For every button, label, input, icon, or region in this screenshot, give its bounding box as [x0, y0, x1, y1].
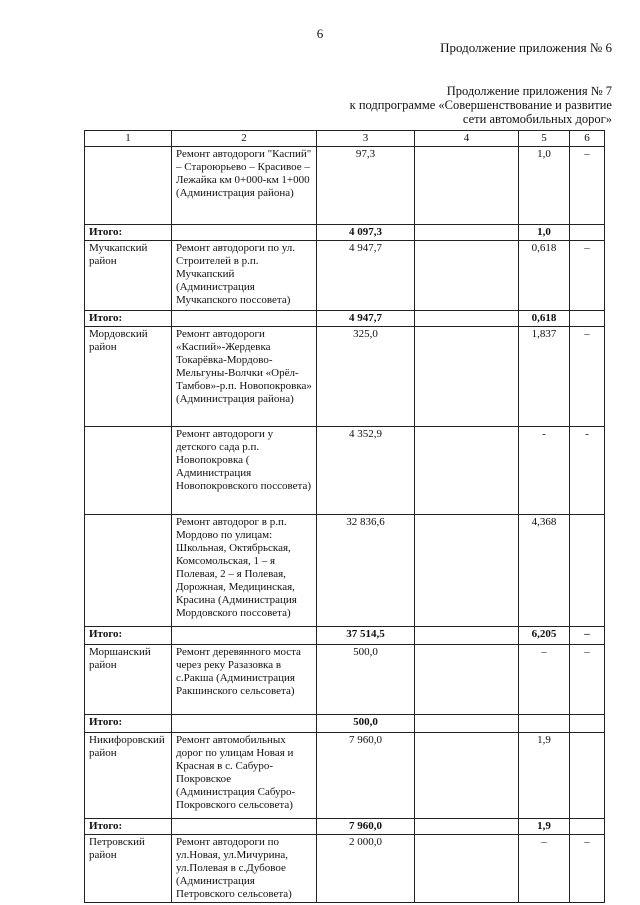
total-amount: 7 960,0	[317, 819, 415, 835]
work-description: Ремонт автодороги по ул. Строителей в р.п. Мучкапский (Администрация Мучкапского поссовета)	[172, 241, 317, 311]
total-col6	[570, 311, 605, 327]
work-description: Ремонт автодорог в р.п. Мордово по улицам: Школьная, Октябрьская, Комсомольская, 1 – я Полевая, 2 – я Полевая, Дорожная, Медицинская, Красина (Администрация Мордовского поссовета)	[172, 515, 317, 627]
total-length: 1,9	[519, 819, 570, 835]
subprogram-header	[350, 84, 612, 126]
total-amount: 500,0	[317, 715, 415, 733]
total-col6	[570, 225, 605, 241]
col6-cell: –	[570, 241, 605, 311]
amount-cell: 4 947,7	[317, 241, 415, 311]
table-row	[85, 147, 605, 225]
appendix-continuation: Продолжение приложения № 6	[440, 40, 612, 55]
length-cell: -	[519, 427, 570, 515]
column-header-row	[85, 131, 605, 147]
column-header: 4	[415, 131, 519, 147]
table-row	[85, 515, 605, 627]
total-col4	[415, 311, 519, 327]
col4-cell	[415, 835, 519, 903]
amount-cell: 97,3	[317, 147, 415, 225]
col6-cell	[570, 733, 605, 819]
total-work-cell	[172, 225, 317, 241]
district-cell: Петровский район	[85, 835, 172, 903]
total-work-cell	[172, 627, 317, 645]
length-cell: 1,9	[519, 733, 570, 819]
work-description: Ремонт автомобильных дорог по улицам Новая и Красная в с. Сабуро-Покровское (Администрация Сабуро-Покровского сельсовета)	[172, 733, 317, 819]
column-header: 3	[317, 131, 415, 147]
length-cell: 4,368	[519, 515, 570, 627]
column-header: 1	[85, 131, 172, 147]
column-header: 5	[519, 131, 570, 147]
total-label: Итого:	[85, 819, 172, 835]
length-cell: –	[519, 645, 570, 715]
district-cell: Моршанский район	[85, 645, 172, 715]
total-row	[85, 819, 605, 835]
work-description: Ремонт автодороги у детского сада р.п. Новопокровка ( Администрация Новопокровского поссовета)	[172, 427, 317, 515]
table-row	[85, 241, 605, 311]
total-amount: 4 947,7	[317, 311, 415, 327]
col4-cell	[415, 147, 519, 225]
amount-cell: 4 352,9	[317, 427, 415, 515]
amount-cell: 32 836,6	[317, 515, 415, 627]
work-description: Ремонт автодороги по ул.Новая, ул.Мичурина, ул.Полевая в с.Дубовое (Администрация Петровского сельсовета)	[172, 835, 317, 903]
length-cell: 1,837	[519, 327, 570, 427]
col6-cell: –	[570, 327, 605, 427]
amount-cell: 7 960,0	[317, 733, 415, 819]
total-col4	[415, 627, 519, 645]
col4-cell	[415, 645, 519, 715]
total-length: 0,618	[519, 311, 570, 327]
total-length: 1,0	[519, 225, 570, 241]
total-amount: 4 097,3	[317, 225, 415, 241]
length-cell: –	[519, 835, 570, 903]
total-work-cell	[172, 311, 317, 327]
length-cell: 1,0	[519, 147, 570, 225]
col4-cell	[415, 515, 519, 627]
col4-cell	[415, 427, 519, 515]
total-row	[85, 715, 605, 733]
column-header: 6	[570, 131, 605, 147]
total-col6	[570, 819, 605, 835]
table-row	[85, 645, 605, 715]
col6-cell: –	[570, 835, 605, 903]
district-cell: Никифоровский район	[85, 733, 172, 819]
district-cell	[85, 427, 172, 515]
district-cell: Мучкапский район	[85, 241, 172, 311]
col4-cell	[415, 241, 519, 311]
length-cell: 0,618	[519, 241, 570, 311]
total-label: Итого:	[85, 311, 172, 327]
district-cell	[85, 515, 172, 627]
total-length: 6,205	[519, 627, 570, 645]
total-work-cell	[172, 715, 317, 733]
amount-cell: 2 000,0	[317, 835, 415, 903]
total-col4	[415, 225, 519, 241]
total-row	[85, 225, 605, 241]
work-description: Ремонт деревянного моста через реку Разазовка в с.Ракша (Администрация Ракшинского сельсовета)	[172, 645, 317, 715]
subprogram-line-3: сети автомобильных дорог»	[462, 112, 612, 126]
total-amount: 37 514,5	[317, 627, 415, 645]
page-number: 6	[316, 26, 324, 41]
col6-cell	[570, 515, 605, 627]
total-col4	[415, 715, 519, 733]
column-header: 2	[172, 131, 317, 147]
col4-cell	[415, 733, 519, 819]
total-work-cell	[172, 819, 317, 835]
col6-cell: –	[570, 147, 605, 225]
amount-cell: 500,0	[317, 645, 415, 715]
total-col6: –	[570, 627, 605, 645]
table-row	[85, 427, 605, 515]
subprogram-line-1: Продолжение приложения № 7	[446, 84, 612, 98]
col6-cell: -	[570, 427, 605, 515]
total-label: Итого:	[85, 715, 172, 733]
total-length	[519, 715, 570, 733]
total-col4	[415, 819, 519, 835]
district-cell	[85, 147, 172, 225]
district-cell: Мордовский район	[85, 327, 172, 427]
col6-cell: –	[570, 645, 605, 715]
total-label: Итого:	[85, 627, 172, 645]
total-row	[85, 627, 605, 645]
roads-table	[84, 130, 605, 903]
amount-cell: 325,0	[317, 327, 415, 427]
col4-cell	[415, 327, 519, 427]
total-row	[85, 311, 605, 327]
work-description: Ремонт автодороги «Каспий»-Жердевка Токарёвка-Мордово-Мельгуны-Волчки «Орёл-Тамбов»-р.п. Новопокровка» (Администрация района)	[172, 327, 317, 427]
table-row	[85, 835, 605, 903]
table-row	[85, 327, 605, 427]
work-description: Ремонт автодороги "Каспий" – Староюрьево – Красивое – Лежайка км 0+000-км 1+000 (Администрация района)	[172, 147, 317, 225]
total-label: Итого:	[85, 225, 172, 241]
total-col6	[570, 715, 605, 733]
table-row	[85, 733, 605, 819]
subprogram-line-2: к подпрограмме «Совершенствование и развитие	[349, 98, 612, 112]
